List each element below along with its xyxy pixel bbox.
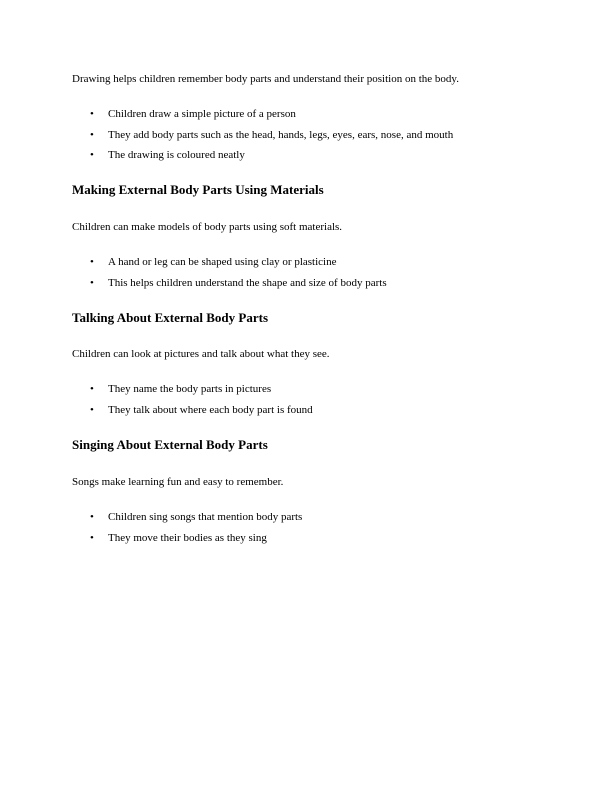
bullet-icon: • — [90, 149, 94, 161]
list-item-text: This helps children understand the shape and size of body parts — [108, 276, 387, 289]
list-item-text: They add body parts such as the head, hands, legs, eyes, ears, nose, and mouth — [108, 128, 454, 141]
list-item-text: The drawing is coloured neatly — [108, 149, 245, 161]
list-item-text: Children draw a simple picture of a person — [108, 108, 296, 120]
bullet-icon: • — [90, 108, 94, 120]
section-paragraph-materials: Children can make models of body parts using soft materials. — [72, 221, 343, 233]
bullet-icon: • — [90, 511, 94, 523]
section-heading-talking: Talking About External Body Parts — [72, 310, 269, 325]
list-item-text: They move their bodies as they sing — [108, 531, 267, 544]
bullet-icon: • — [90, 531, 94, 544]
section-heading-materials: Making External Body Parts Using Materials — [72, 182, 324, 197]
section-paragraph-singing: Songs make learning fun and easy to remember. — [72, 476, 284, 488]
list-item-text: They name the body parts in pictures — [108, 383, 272, 395]
bullet-icon: • — [90, 256, 94, 268]
bullet-icon: • — [90, 383, 94, 395]
section-paragraph-talking: Children can look at pictures and talk about what they see. — [72, 348, 330, 360]
list-item-text: They talk about where each body part is found — [108, 403, 313, 416]
bullet-icon: • — [90, 128, 94, 141]
intro-paragraph: Drawing helps children remember body parts and understand their position on the body. — [72, 73, 459, 85]
bullet-icon: • — [90, 276, 94, 289]
list-item-text: A hand or leg can be shaped using clay or plasticine — [108, 256, 337, 268]
section-heading-singing: Singing About External Body Parts — [72, 437, 268, 452]
list-item-text: Children sing songs that mention body parts — [108, 511, 303, 523]
bullet-icon: • — [90, 403, 94, 416]
